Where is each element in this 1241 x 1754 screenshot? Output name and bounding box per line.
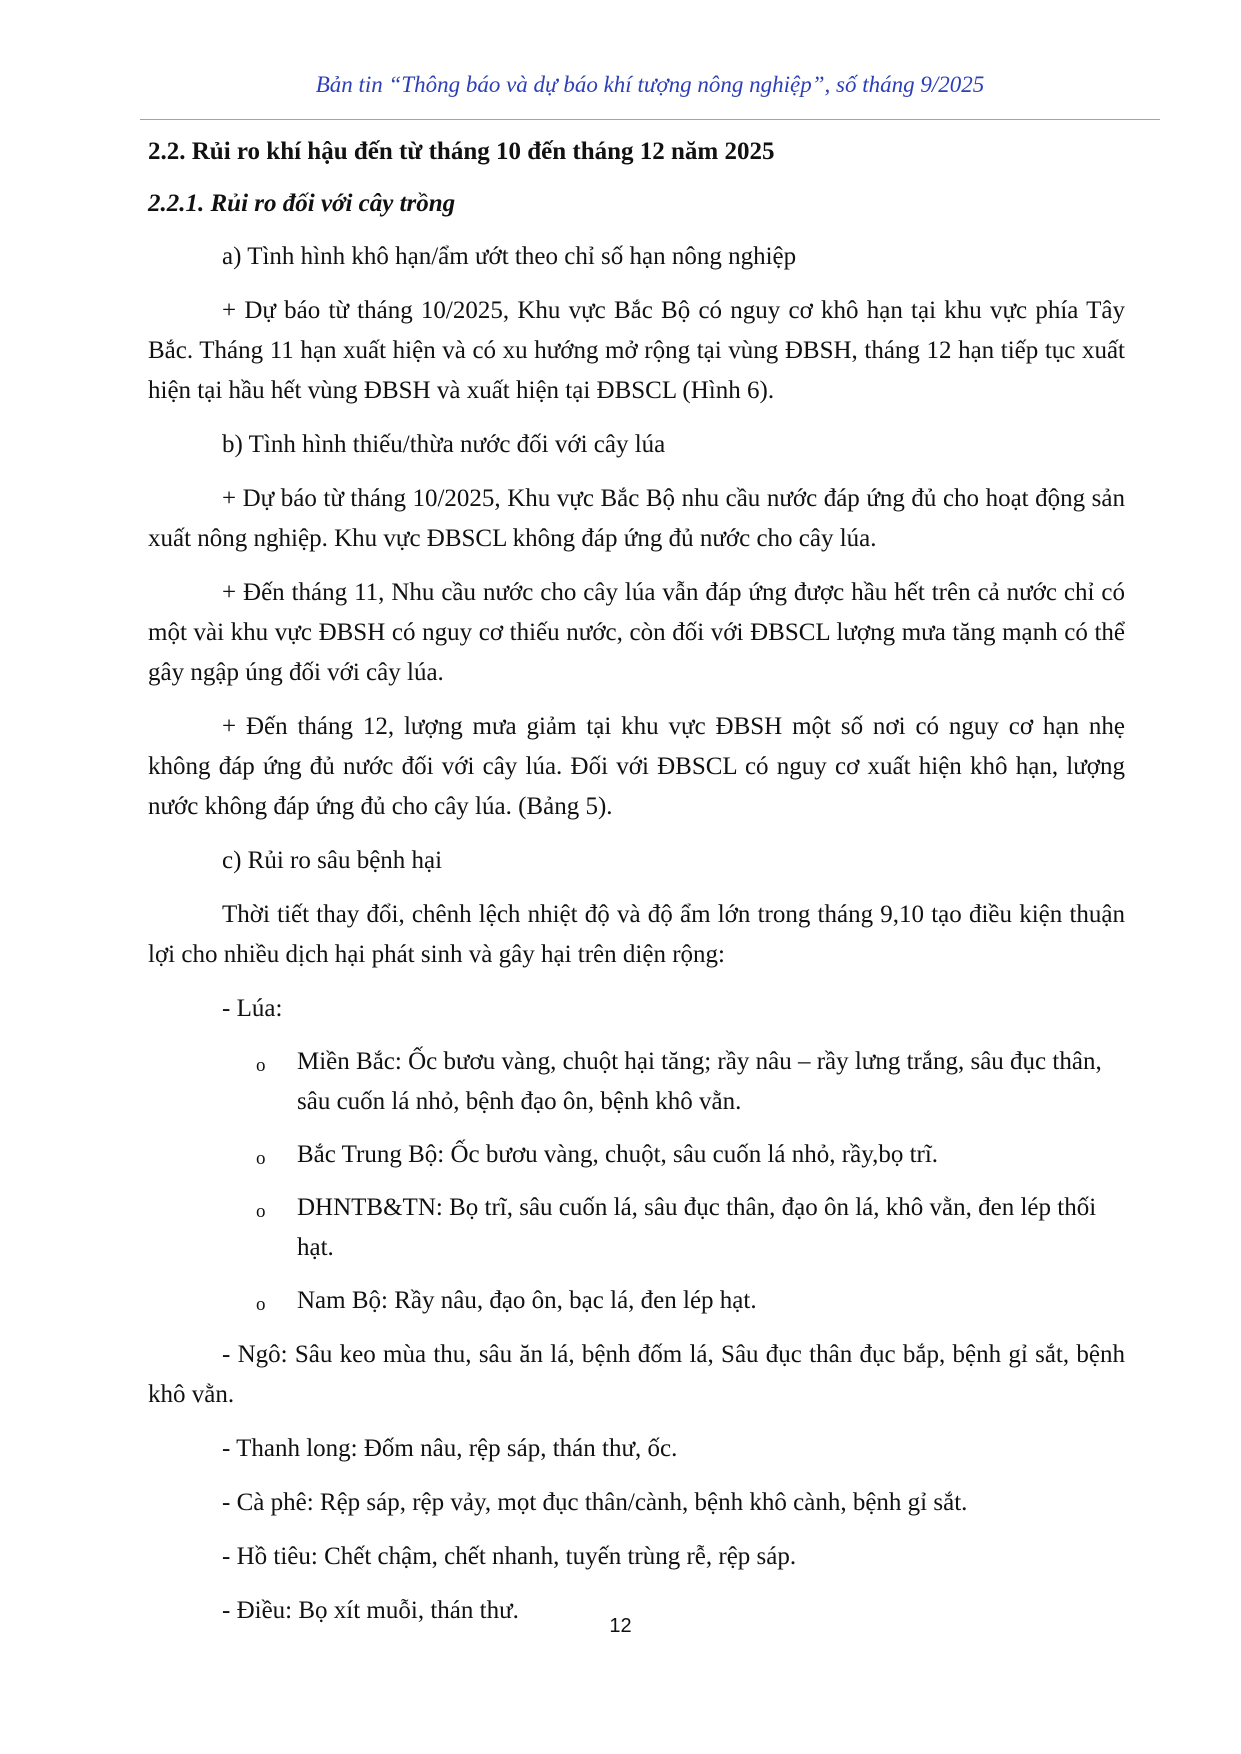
crop-ca-phe: - Cà phê: Rệp sáp, rệp vảy, mọt đục thân/cành, bệnh khô cành, bệnh gỉ sắt. <box>222 1489 968 1516</box>
crop-ngo: - Ngô: Sâu keo mùa thu, sâu ăn lá, bệnh đốm lá, Sâu đục thân đục bắp, bệnh gỉ sắt, bệnh khô vằn. <box>148 1341 1125 1408</box>
list-item-text: DHNTB&TN: Bọ trĩ, sâu cuốn lá, sâu đục thân, đạo ôn lá, khô vằn, đen lép thối hạt. <box>297 1194 1097 1261</box>
list-item-text: Nam Bộ: Rầy nâu, đạo ôn, bạc lá, đen lép hạt. <box>297 1287 757 1314</box>
page-body <box>148 132 1125 1631</box>
section-heading: 2.2. Rủi ro khí hậu đến từ tháng 10 đến tháng 12 năm 2025 <box>148 138 775 165</box>
bullet-circle-icon: o <box>256 1055 266 1076</box>
list-item <box>148 1281 1125 1321</box>
paragraph-c-title: c) Rủi ro sâu bệnh hại <box>222 847 443 874</box>
list-item-text: Bắc Trung Bộ: Ốc bươu vàng, chuột, sâu cuốn lá nhỏ, rầy,bọ trĩ. <box>297 1141 939 1168</box>
list-item <box>148 1135 1125 1175</box>
list-item-text: Miền Bắc: Ốc bươu vàng, chuột hại tăng; rầy nâu – rầy lưng trắng, sâu đục thân, sâu cuốn lá nhỏ, bệnh đạo ôn, bệnh khô vằn. <box>297 1048 1102 1115</box>
paragraph-b-title: b) Tình hình thiếu/thừa nước đối với cây lúa <box>222 431 666 458</box>
crop-dieu: - Điều: Bọ xít muỗi, thán thư. <box>222 1597 519 1624</box>
running-header: Bản tin “Thông báo và dự báo khí tượng nông nghiệp”, số tháng 9/2025 <box>315 72 985 97</box>
list-item <box>148 1042 1125 1122</box>
paragraph-a-title: a) Tình hình khô hạn/ẩm ướt theo chỉ số hạn nông nghiệp <box>222 243 797 270</box>
bullet-circle-icon: o <box>256 1201 266 1222</box>
paragraph-b-2: + Đến tháng 11, Nhu cầu nước cho cây lúa vẫn đáp ứng được hầu hết trên cả nước chỉ có một vài khu vực ĐBSH có nguy cơ thiếu nước, còn đối với ĐBSCL lượng mưa tăng mạnh có thể gây ngập úng đối với cây lúa. <box>148 579 1125 686</box>
bullet-circle-icon: o <box>256 1148 266 1169</box>
header-divider <box>140 119 1160 120</box>
paragraph-a-1: + Dự báo từ tháng 10/2025, Khu vực Bắc Bộ có nguy cơ khô hạn tại khu vực phía Tây Bắc. Tháng 11 hạn xuất hiện và có xu hướng mở rộng tại vùng ĐBSH, tháng 12 hạn tiếp tục xuất hiện tại hầu hết vùng ĐBSH và xuất hiện tại ĐBSCL (Hình 6). <box>148 297 1125 404</box>
subsection-heading: 2.2.1. Rủi ro đối với cây trồng <box>148 190 456 217</box>
list-item <box>148 1188 1125 1268</box>
bullet-circle-icon: o <box>256 1294 266 1315</box>
paragraph-c-1: Thời tiết thay đổi, chênh lệch nhiệt độ và độ ẩm lớn trong tháng 9,10 tạo điều kiện thuận lợi cho nhiều dịch hại phát sinh và gây hại trên diện rộng: <box>148 901 1125 968</box>
crop-thanh-long: - Thanh long: Đốm nâu, rệp sáp, thán thư, ốc. <box>222 1435 678 1462</box>
paragraph-b-1: + Dự báo từ tháng 10/2025, Khu vực Bắc Bộ nhu cầu nước đáp ứng đủ cho hoạt động sản xuất nông nghiệp. Khu vực ĐBSCL không đáp ứng đủ nước cho cây lúa. <box>148 485 1125 552</box>
crop-ho-tieu: - Hồ tiêu: Chết chậm, chết nhanh, tuyến trùng rễ, rệp sáp. <box>222 1543 797 1570</box>
page-number: 12 <box>609 1615 632 1637</box>
paragraph-b-3: + Đến tháng 12, lượng mưa giảm tại khu vực ĐBSH một số nơi có nguy cơ hạn nhẹ không đáp ứng đủ nước đối với cây lúa. Đối với ĐBSCL có nguy cơ xuất hiện khô hạn, lượng nước không đáp ứng đủ cho cây lúa. (Bảng 5). <box>148 713 1125 820</box>
lua-title: - Lúa: <box>222 995 283 1022</box>
